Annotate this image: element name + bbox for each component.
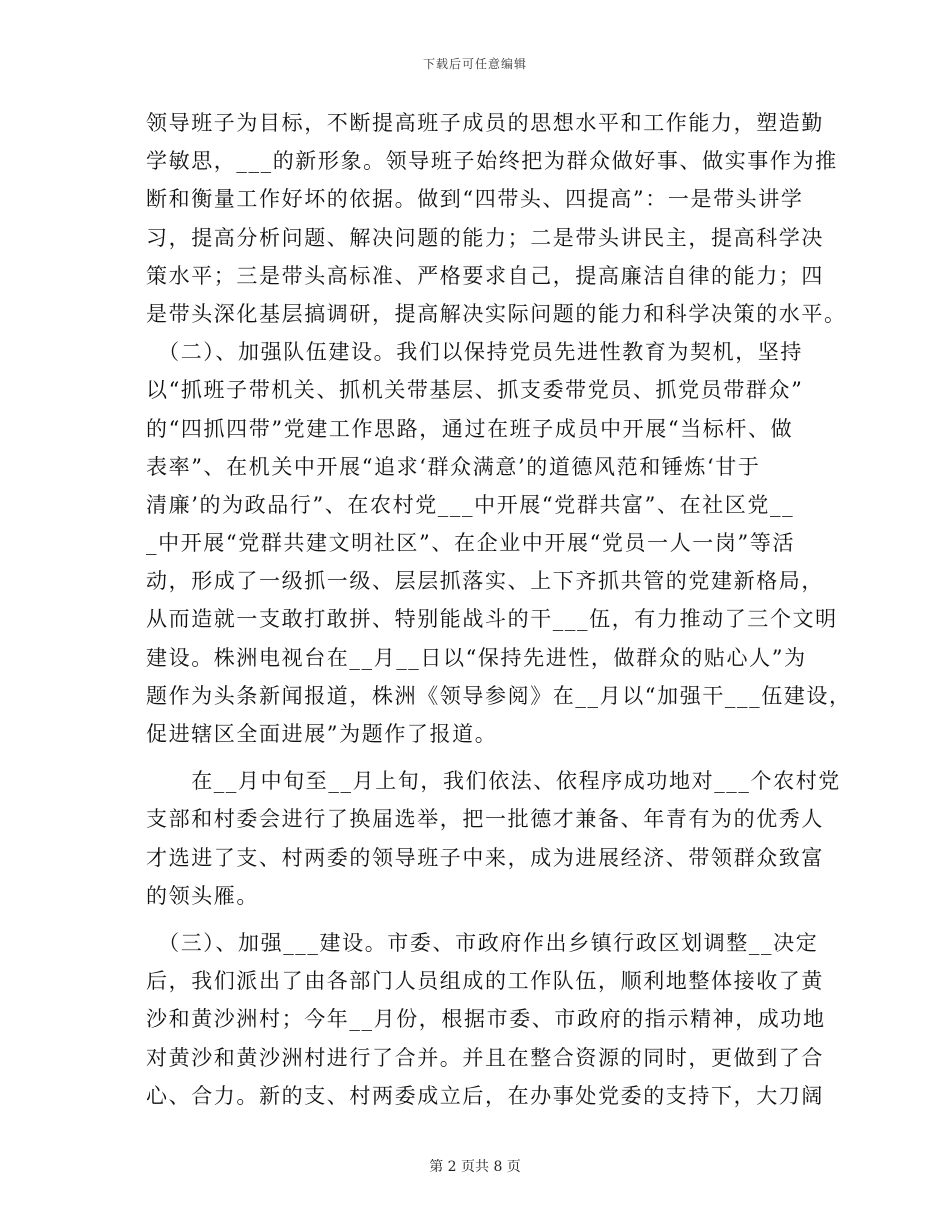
text-line: 心、合力。新的支、村两委成立后，在办事处党委的支持下，大刀阔 — [146, 1083, 824, 1108]
page-header: 下载后可任意编辑 — [422, 57, 527, 71]
text-line: 从而造就一支敢打敢拼、特别能战斗的干___伍，有力推动了三个文明 — [146, 607, 838, 632]
document-body — [146, 104, 852, 1115]
paragraph-2 — [146, 333, 852, 753]
text-line: 学敏思，___的新形象。领导班子始终把为群众做好事、做实事作为推 — [146, 149, 838, 174]
page-footer: 第 2 页共 8 页 — [429, 1159, 521, 1175]
text-line: 表率”、在机关中开展“追求‘群众满意’的道德风范和锤炼‘甘于 — [146, 454, 761, 479]
paragraph-1 — [146, 104, 847, 333]
text-line: 题作为头条新闻报道，株洲《领导参阅》在__月以“加强干___伍建设， — [146, 683, 852, 708]
text-line: 习，提高分析问题、解决问题的能力；二是带头讲民主，提高科学决 — [146, 225, 824, 250]
text-line: 的“四抓四带”党建工作思路，通过在班子成员中开展“当标杆、做 — [146, 416, 794, 441]
text-line: 在__月中旬至__月上旬，我们依法、依程序成功地对___个农村党 — [146, 769, 841, 794]
text-line: 支部和村委会进行了换届选举，把一批德才兼备、年青有为的优秀人 — [146, 807, 824, 832]
text-line: 断和衡量工作好坏的依据。做到“四带头、四提高”：一是带头讲学 — [146, 187, 804, 212]
text-line: 的领头雁。 — [146, 883, 259, 908]
text-line: （二）、加强队伍建设。我们以保持党员先进性教育为契机，坚持 — [146, 340, 803, 365]
paragraph-4 — [146, 924, 826, 1115]
text-line: 沙和黄沙洲村；今年__月份，根据市委、市政府的指示精神，成功地 — [146, 1007, 826, 1032]
text-line: 动，形成了一级抓一级、层层抓落实、上下齐抓共管的党建新格局， — [146, 569, 824, 594]
text-line: 才选进了支、村两委的领导班子中来，成为进展经济、带领群众致富 — [146, 845, 824, 870]
paragraph-3 — [146, 762, 841, 915]
text-line: 清廉’的为政品行”、在农村党___中开展“党群共富”、在社区党__ — [146, 492, 795, 517]
text-line: （三）、加强___建设。市委、市政府作出乡镇行政区划调整__决定 — [146, 930, 819, 955]
text-line: 领导班子为目标，不断提高班子成员的思想水平和工作能力，塑造勤 — [146, 111, 824, 135]
text-line: 对黄沙和黄沙洲村进行了合并。并且在整合资源的同时，更做到了合 — [146, 1045, 824, 1070]
text-line: 是带头深化基层搞调研，提高解决实际问题的能力和科学决策的水平。 — [146, 301, 847, 326]
text-line: 策水平；三是带头高标准、严格要求自己，提高廉洁自律的能力；四 — [146, 263, 824, 288]
paragraph-spacer — [146, 753, 812, 762]
text-line: 建设。株洲电视台在__月__日以“保持先进性，做群众的贴心人”为 — [146, 645, 807, 670]
text-line: _中开展“党群共建文明社区”、在企业中开展“党员一人一岗”等活 — [146, 531, 796, 556]
text-line: 后，我们派出了由各部门人员组成的工作队伍，顺利地整体接收了黄 — [146, 969, 824, 994]
paragraph-spacer — [146, 915, 812, 924]
text-line: 以“抓班子带机关、抓机关带基层、抓支委带党员、抓党员带群众” — [146, 378, 804, 403]
text-line: 促进辖区全面进展”为题作了报道。 — [146, 722, 498, 746]
